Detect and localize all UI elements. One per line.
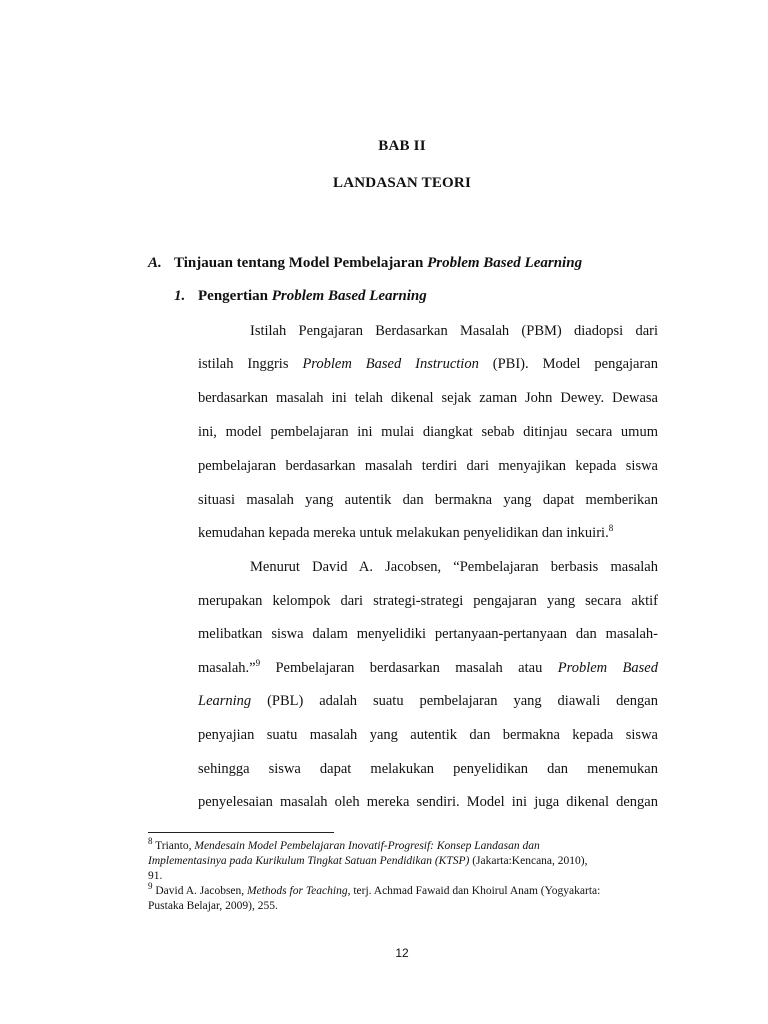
footnote-8-line1 — [148, 836, 664, 854]
footnote-8-title-line1: Mendesain Model Pembelajaran Inovatif-Progresif: Konsep Landasan dan — [194, 840, 540, 852]
subsection-title-italic: Problem Based Learning — [271, 288, 427, 304]
paragraph2-line: Menurut David A. Jacobsen, “Pembelajaran berbasis masalah — [250, 559, 658, 575]
chapter-title: LANDASAN TEORI — [333, 175, 471, 191]
paragraph1-line2-b: Problem Based Instruction — [302, 356, 479, 372]
paragraph2-line: melibatkan siswa dalam menyelidiki pertanyaan-pertanyaan dan masalah- — [198, 626, 658, 642]
paragraph1-line7-text: kemudahan kepada mereka untuk melakukan penyelidikan dan inkuiri. — [198, 525, 609, 541]
paragraph2-line5-b: (PBL) adalah suatu pembelajaran yang diawali dengan — [251, 693, 658, 709]
footnote-9-line2: Pustaka Belajar, 2009), 255. — [148, 900, 278, 912]
section-title-italic: Problem Based Learning — [427, 255, 583, 271]
footnote-ref-9[interactable]: 9 — [255, 658, 261, 669]
paragraph2-line4-c: Problem Based — [557, 660, 658, 676]
subsection-title-plain: Pengertian — [198, 288, 272, 304]
footnote-separator — [148, 832, 334, 833]
footnote-8-line2 — [148, 854, 664, 869]
footnote-8-author: Trianto, — [152, 840, 195, 852]
footnote-9-title: Methods for Teaching — [247, 885, 348, 897]
paragraph2-line: sehingga siswa dapat melakukan penyelidikan dan menemukan — [198, 761, 658, 777]
paragraph1-line: Istilah Pengajaran Berdasarkan Masalah (PBM) diadopsi dari — [250, 323, 658, 339]
section-heading — [148, 255, 582, 272]
paragraph1-line: ini, model pembelajaran ini mulai diangkat sebab ditinjau secara umum — [198, 424, 658, 440]
subsection-marker: 1. — [174, 288, 186, 304]
subsection-heading — [174, 288, 427, 305]
paragraph2-line4-b: Pembelajaran berdasarkan masalah atau — [260, 660, 558, 676]
paragraph1-line2-c: (PBI). Model pengajaran — [478, 356, 658, 372]
section-title-plain: Tinjauan tentang Model Pembelajaran — [174, 255, 428, 271]
paragraph1-line: pembelajaran berdasarkan masalah terdiri dari menyajikan kepada siswa — [198, 458, 658, 474]
paragraph1-line2-a: istilah Inggris — [198, 356, 303, 372]
footnote-9-rest: , terj. Achmad Fawaid dan Khoirul Anam (Yogyakarta: — [347, 885, 601, 897]
section-marker: A. — [148, 255, 162, 271]
paragraph2-line — [198, 692, 658, 710]
paragraph1-line — [198, 355, 658, 373]
paragraph1-line: berdasarkan masalah ini telah dikenal sejak zaman John Dewey. Dewasa — [198, 390, 658, 406]
paragraph2-line: merupakan kelompok dari strategi-strategi pengajaran yang secara aktif — [198, 593, 658, 609]
paragraph2-line: penyajian suatu masalah yang autentik dan bermakna kepada siswa — [198, 727, 658, 743]
footnote-9-author: David A. Jacobsen, — [152, 885, 248, 897]
paragraph2-line4-a: masalah.” — [198, 660, 256, 676]
chapter-number: BAB II — [378, 138, 426, 154]
footnote-number-9: 9 — [148, 881, 153, 892]
footnote-ref-8[interactable]: 8 — [608, 523, 614, 534]
page-number: 12 — [395, 946, 409, 960]
paragraph2-line: penyelesaian masalah oleh mereka sendiri. Model ini juga dikenal dengan — [198, 794, 658, 810]
footnote-8-title-line2: Implementasinya pada Kurikulum Tingkat Satuan Pendidikan (KTSP) — [148, 855, 470, 867]
footnote-number-8: 8 — [148, 836, 153, 847]
paragraph1-line — [198, 524, 658, 542]
footnotes — [148, 836, 664, 914]
footnote-8-publisher: (Jakarta:Kencana, 2010), — [469, 855, 588, 867]
footnote-8-line3: 91. — [148, 870, 163, 882]
footnote-9-line1 — [148, 881, 664, 899]
paragraph2-line — [198, 659, 658, 677]
paragraph1-line: situasi masalah yang autentik dan bermakna yang dapat memberikan — [198, 492, 658, 508]
paragraph2-line5-a: Learning — [198, 693, 252, 709]
